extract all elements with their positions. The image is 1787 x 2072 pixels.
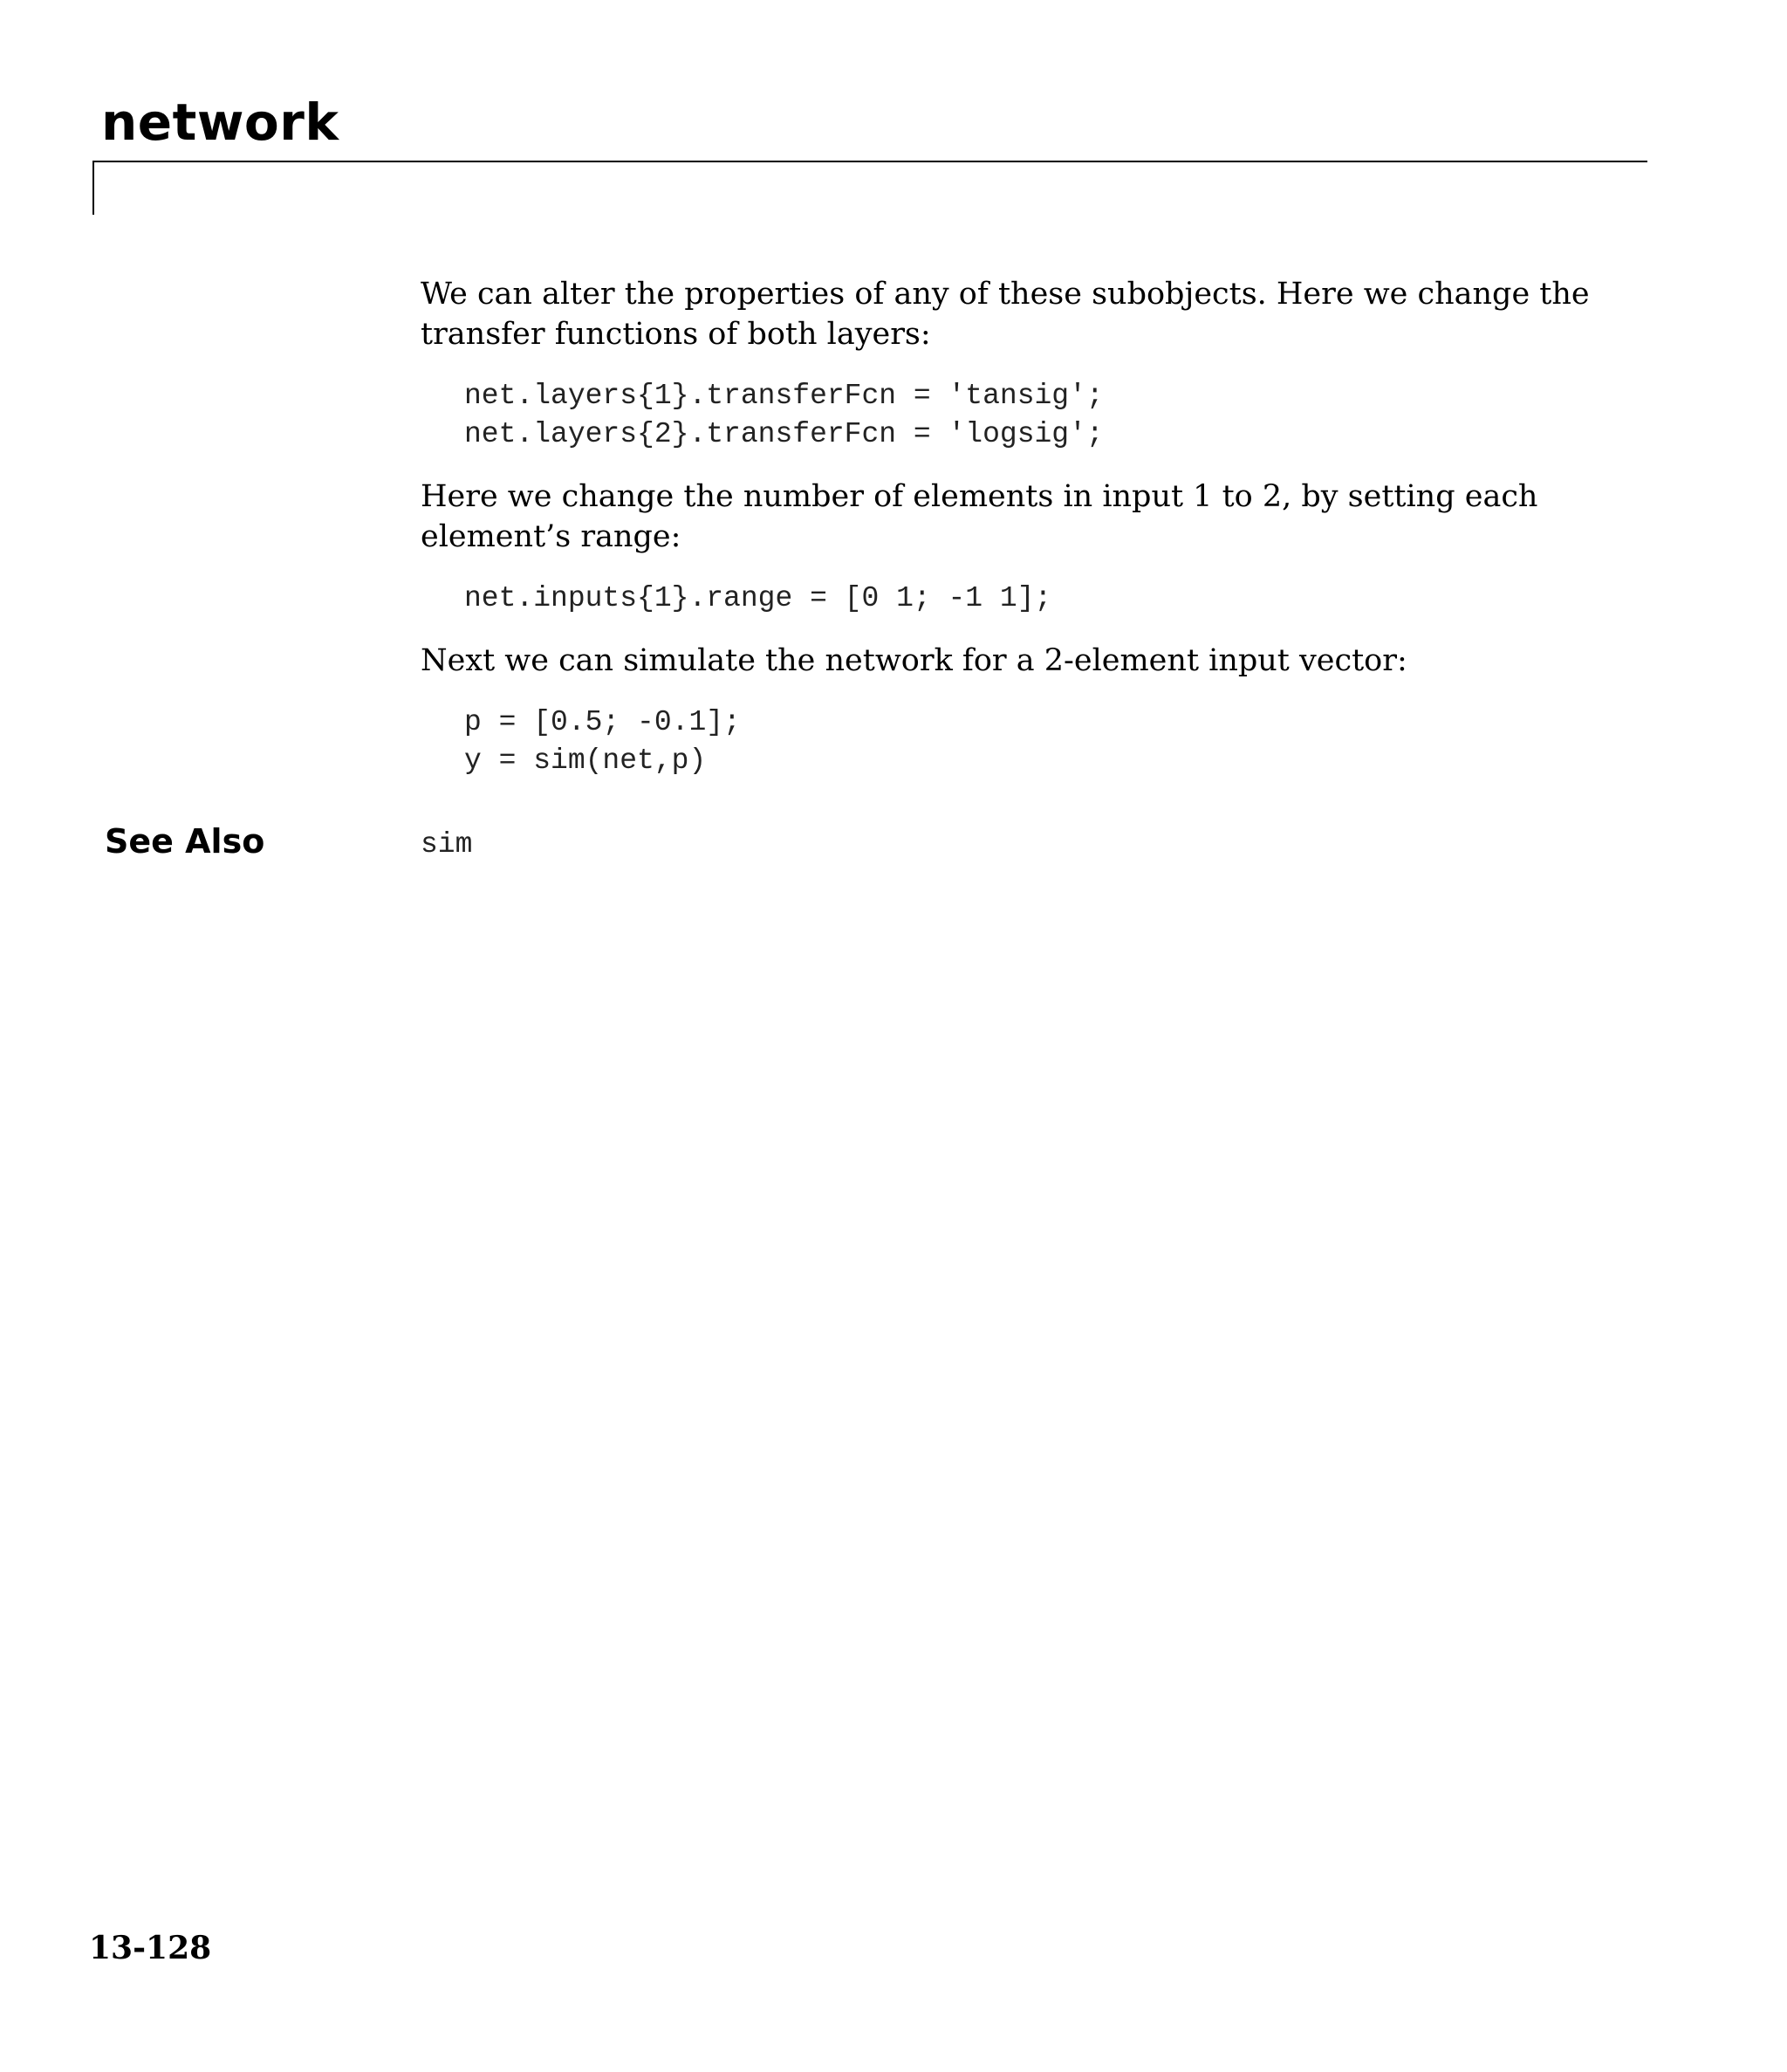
paragraph-line: We can alter the properties of any of these subobjects. Here we change the — [421, 277, 1590, 312]
code-line: net.inputs{1}.range = [0 1; -1 1]; — [464, 582, 1052, 614]
code-line: net.layers{1}.transferFcn = 'tansig'; — [464, 380, 1104, 412]
paragraph-line: element’s range: — [421, 519, 681, 554]
header-rule-horizontal — [92, 161, 1647, 162]
page-title: network — [101, 93, 339, 152]
page-number: 13-128 — [89, 1930, 212, 1966]
header-rule-vertical — [92, 161, 94, 215]
see-also-heading: See Also — [105, 822, 265, 861]
code-line: p = [0.5; -0.1]; — [464, 706, 741, 738]
code-line: net.layers{2}.transferFcn = 'logsig'; — [464, 418, 1104, 450]
code-line: y = sim(net,p) — [464, 744, 707, 777]
paragraph-line: Here we change the number of elements in input 1 to 2, by setting each — [421, 479, 1538, 514]
paragraph-line: transfer functions of both layers: — [421, 317, 931, 352]
see-also-link[interactable]: sim — [421, 828, 473, 861]
paragraph-line: Next we can simulate the network for a 2-element input vector: — [421, 643, 1407, 678]
